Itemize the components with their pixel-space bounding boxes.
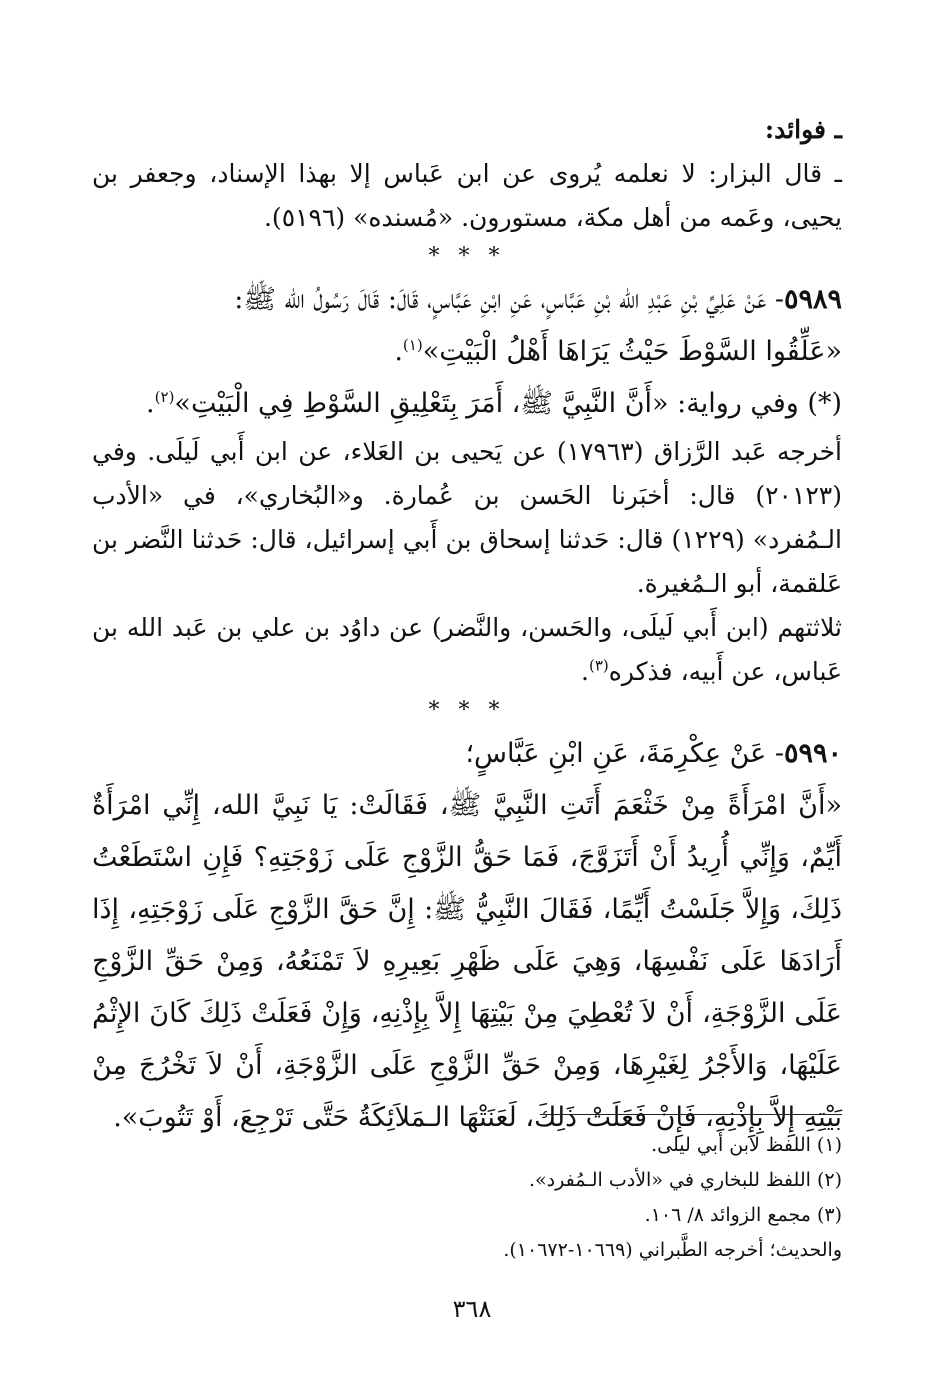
benefits-heading: ـ فوائد: bbox=[764, 115, 842, 144]
hadith-matn-text: «عَلِّقُوا السَّوْطَ حَيْثُ يَرَاهَا أَهْلُ الْبَيْتِ» bbox=[422, 336, 842, 367]
takhrij-paragraph-1: أخرجه عَبد الرَّزاق (١٧٩٦٣) عن يَحيى بن العَلاء، عن ابن أَبي لَيلَى. وفي (٢٠١٢٣) قال: أخبَرنا الحَسن بن عُمارة. و«البُخاري»، في «الأدب الـمُفرد» (١٢٢٩) قال: حَدثنا إسحاق بن أَبي إسرائيل، قال: حَدثنا النَّضر بن عَلقمة، أبو الـمُغيرة. bbox=[92, 437, 842, 598]
page-number: ٣٦٨ bbox=[452, 1295, 492, 1323]
variant-text: (*) وفي رواية: «أَنَّ النَّبِيَّ ﷺ، أَمَرَ بِتَعْلِيقِ السَّوْطِ فِي الْبَيْتِ» bbox=[174, 388, 842, 419]
hadith-5989-variant bbox=[92, 378, 842, 430]
punctuation: . bbox=[146, 388, 155, 419]
section-separator: * * * bbox=[428, 698, 506, 723]
page-body bbox=[92, 108, 842, 1144]
punctuation: . bbox=[394, 336, 403, 367]
hadith-number: ٥٩٩٠ bbox=[783, 738, 842, 769]
footnote-3-continuation: والحديث؛ أخرجه الطَّبراني (١٠٦٦٩-١٠٦٧٢). bbox=[503, 1239, 842, 1261]
footnote-ref: (٣) bbox=[588, 656, 609, 675]
hadith-5990-isnad bbox=[92, 728, 842, 780]
footnote-3: (٣) مجمع الزوائد ٨/ ١٠٦. bbox=[644, 1204, 842, 1226]
footnote-ref: (١) bbox=[402, 336, 423, 354]
benefits-text: ـ قال البزار: لا نعلمه يُروى عن ابن عَباس إلا بهذا الإسناد، وجعفر بن يحيى، وعَمه من أهل مكة، مستورون. «مُسنده» (٥١٩٦). bbox=[92, 159, 842, 232]
section-separator: * * * bbox=[428, 244, 506, 269]
punctuation: . bbox=[581, 657, 589, 686]
footnotes bbox=[242, 1128, 842, 1268]
hadith-5990-matn: «أَنَّ امْرَأَةً مِنْ خَثْعَمَ أَتَتِ النَّبِيَّ ﷺ، فَقَالَتْ: يَا نَبِيَّ الله، إِنِّي امْرَأَةٌ أَيِّمٌ، وَإِنِّي أُرِيدُ أَنْ أَتَزَوَّجَ، فَمَا حَقُّ الزَّوْجِ عَلَى زَوْجَتِهِ؟ فَإِنِ اسْتَطَعْتُ ذَلِكَ، وَإِلاَّ جَلَسْتُ أَيِّمًا، فَقَالَ النَّبِيُّ ﷺ: إِنَّ حَقَّ الزَّوْجِ عَلَى زَوْجَتِهِ، إِذَا أَرَادَهَا عَلَى نَفْسِهَا، وَهِيَ عَلَى ظَهْرِ بَعِيرِهِ لاَ تَمْنَعُهُ، وَمِنْ حَقِّ الزَّوْجِ عَلَى الزَّوْجَةِ، أَنْ لاَ تُعْطِيَ مِنْ بَيْتِهَا إِلاَّ بِإِذْنِهِ، وَإِنْ فَعَلَتْ ذَلِكَ كَانَ الإِثْمُ عَلَيْهَا، وَالأَجْرُ لِغَيْرِهَا، وَمِنْ حَقِّ الزَّوْجِ عَلَى الزَّوْجَةِ، أَنْ لاَ تَخْرُجَ مِنْ بَيْتِهِ إِلاَّ بِإِذْنِهِ، فَإِنْ فَعَلَتْ ذَلِكَ، لَعَنَتْهَا الـمَلاَئِكَةُ حَتَّى تَرْجِعَ، أَوْ تَتُوبَ». bbox=[92, 790, 842, 1133]
footnote-1: (١) اللفظ لابن أَبي ليلى. bbox=[651, 1134, 842, 1156]
footnote-divider bbox=[540, 1114, 842, 1115]
takhrij-paragraph-2 bbox=[92, 606, 842, 694]
hadith-isnad-text: - عَنْ عِكْرِمَةَ، عَنِ ابْنِ عَبَّاسٍ؛ bbox=[465, 738, 784, 769]
footnote-2: (٢) اللفظ للبخاري في «الأدب الـمُفرد». bbox=[528, 1169, 842, 1191]
hadith-5989-isnad bbox=[92, 274, 842, 326]
hadith-isnad-text: - عَنْ عَلِيِّ بْنِ عَبْدِ الله بْنِ عَبَّاسٍ، عَنِ ابْنِ عَبَّاسٍ، قَالَ: قَالَ رَسُولُ الله ﷺ: bbox=[234, 284, 784, 315]
hadith-number: ٥٩٨٩ bbox=[783, 284, 842, 315]
hadith-5989-matn bbox=[92, 326, 842, 378]
footnote-ref: (٢) bbox=[154, 388, 175, 406]
takhrij-text: ثلاثتهم (ابن أَبي لَيلَى، والحَسن، والنَّضر) عن داوُد بن علي بن عَبد الله بن عَباس، عن أَبيه، فذكره bbox=[92, 613, 842, 686]
